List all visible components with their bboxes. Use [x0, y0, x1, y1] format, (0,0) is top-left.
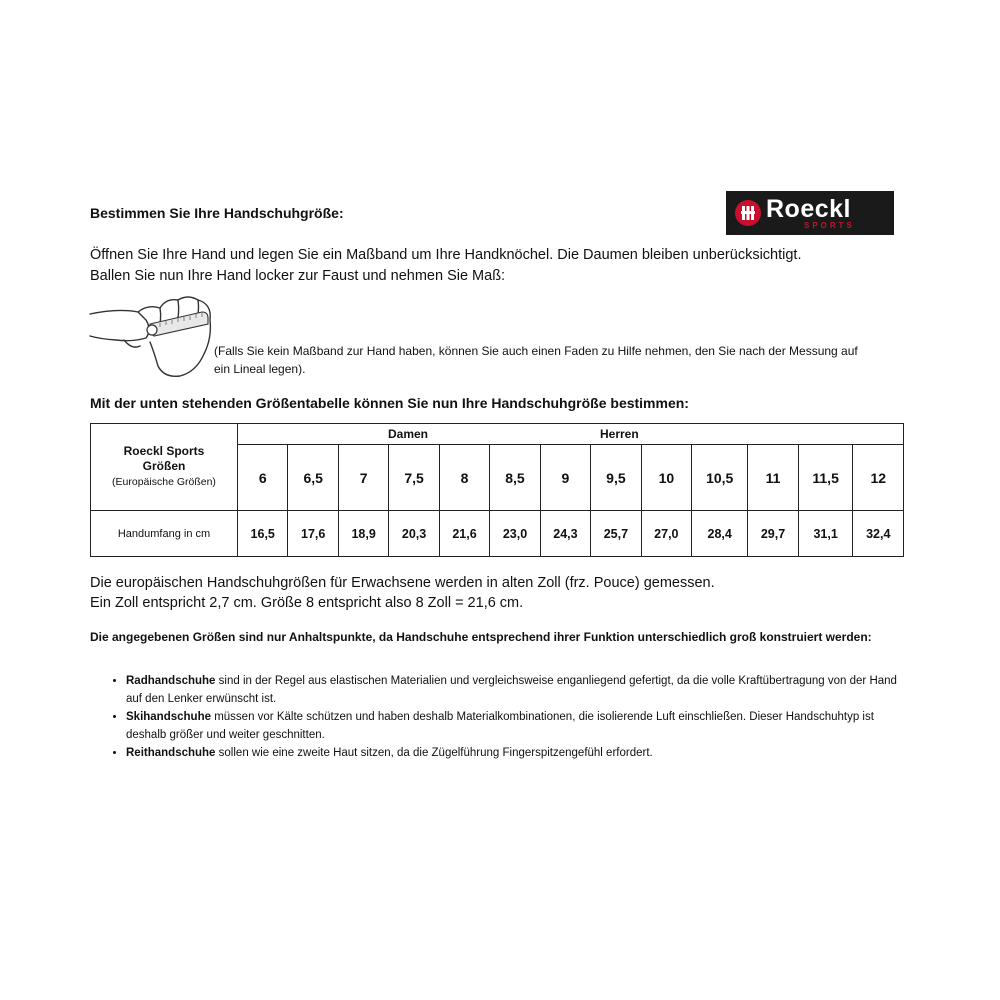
roeckl-logo — [726, 191, 894, 235]
girth-cell: 29,7 — [748, 511, 798, 557]
list-item-term: Radhandschuhe — [126, 675, 216, 687]
list-item — [126, 672, 916, 708]
intro-text — [90, 245, 910, 287]
size-label-title: Größen — [142, 459, 186, 474]
size-cell: 6,5 — [288, 445, 338, 511]
size-label-cell — [91, 424, 238, 511]
list-item — [126, 744, 916, 762]
girth-cell: 20,3 — [389, 511, 439, 557]
size-cell: 9,5 — [591, 445, 641, 511]
list-item-term: Skihandschuhe — [126, 711, 211, 723]
group-damen: Damen — [388, 427, 429, 441]
group-header — [238, 424, 904, 445]
list-item — [126, 708, 916, 744]
size-cell: 7,5 — [389, 445, 439, 511]
hand-measuring-illustration — [88, 290, 218, 380]
zoll-line-2: Ein Zoll entspricht 2,7 cm. Größe 8 entspricht also 8 Zoll = 21,6 cm. — [90, 595, 524, 611]
intro-line-1: Öffnen Sie Ihre Hand und legen Sie ein Maßband um Ihre Handknöchel. Die Daumen bleiben unberücksichtigt. — [90, 247, 802, 263]
girth-row — [91, 511, 904, 557]
size-cell: 6 — [238, 445, 288, 511]
girth-cell: 28,4 — [692, 511, 748, 557]
size-table-heading: Mit der unten stehenden Größentabelle können Sie nun Ihre Handschuhgröße bestimmen: — [90, 395, 689, 411]
girth-label: Handumfang in cm — [91, 511, 238, 557]
girth-cell: 31,1 — [798, 511, 853, 557]
size-label-note: (Europäische Größen) — [112, 476, 216, 489]
size-cell: 12 — [853, 445, 904, 511]
group-herren: Herren — [600, 427, 639, 441]
table-group-row — [91, 424, 904, 445]
logo-name: Roeckl — [766, 194, 851, 223]
size-cell: 8 — [439, 445, 489, 511]
size-label-brand: Roeckl Sports — [123, 444, 205, 459]
girth-cell: 32,4 — [853, 511, 904, 557]
size-cell: 11 — [748, 445, 798, 511]
girth-cell: 16,5 — [238, 511, 288, 557]
size-cell: 11,5 — [798, 445, 853, 511]
measurement-note: (Falls Sie kein Maßband zur Hand haben, können Sie auch einen Faden zu Hilfe nehmen, den Sie nach der Messung auf ein Lineal legen). — [214, 344, 858, 376]
zoll-explanation — [90, 573, 910, 613]
list-item-text: müssen vor Kälte schützen und haben deshalb Materialkombinationen, die isolierende Luft einschließen. Dieser Handschuhtyp ist deshalb größer und weiter geschnitten. — [126, 711, 874, 741]
page-title: Bestimmen Sie Ihre Handschuhgröße: — [90, 205, 344, 221]
girth-cell: 18,9 — [338, 511, 388, 557]
size-cell: 7 — [338, 445, 388, 511]
list-item-text: sind in der Regel aus elastischen Materialien und vergleichsweise enganliegend gefertigt, da die volle Kraftübertragung von der Hand auf den Lenker erwünscht ist. — [126, 675, 897, 705]
size-cell: 10,5 — [692, 445, 748, 511]
girth-cell: 25,7 — [591, 511, 641, 557]
logo-sub: SPORTS — [804, 220, 855, 230]
girth-cell: 24,3 — [540, 511, 590, 557]
zoll-line-1: Die europäischen Handschuhgrößen für Erwachsene werden in alten Zoll (frz. Pouce) gemessen. — [90, 575, 715, 591]
size-cell: 10 — [641, 445, 691, 511]
list-item-term: Reithandschuhe — [126, 747, 216, 759]
intro-line-2: Ballen Sie nun Ihre Hand locker zur Faust und nehmen Sie Maß: — [90, 268, 506, 284]
size-cell: 9 — [540, 445, 590, 511]
girth-cell: 23,0 — [490, 511, 540, 557]
girth-cell: 27,0 — [641, 511, 691, 557]
list-item-text: sollen wie eine zweite Haut sitzen, da die Zügelführung Fingerspitzengefühl erfordert. — [215, 747, 653, 759]
roeckl-crest-icon — [734, 199, 762, 227]
girth-cell: 17,6 — [288, 511, 338, 557]
size-table — [90, 423, 904, 557]
glove-type-list — [108, 672, 916, 762]
disclaimer-paragraph: Die angegebenen Größen sind nur Anhaltspunkte, da Handschuhe entsprechend ihrer Funktion unterschiedlich groß konstruiert werden: — [90, 630, 872, 644]
size-cell: 8,5 — [490, 445, 540, 511]
girth-cell: 21,6 — [439, 511, 489, 557]
